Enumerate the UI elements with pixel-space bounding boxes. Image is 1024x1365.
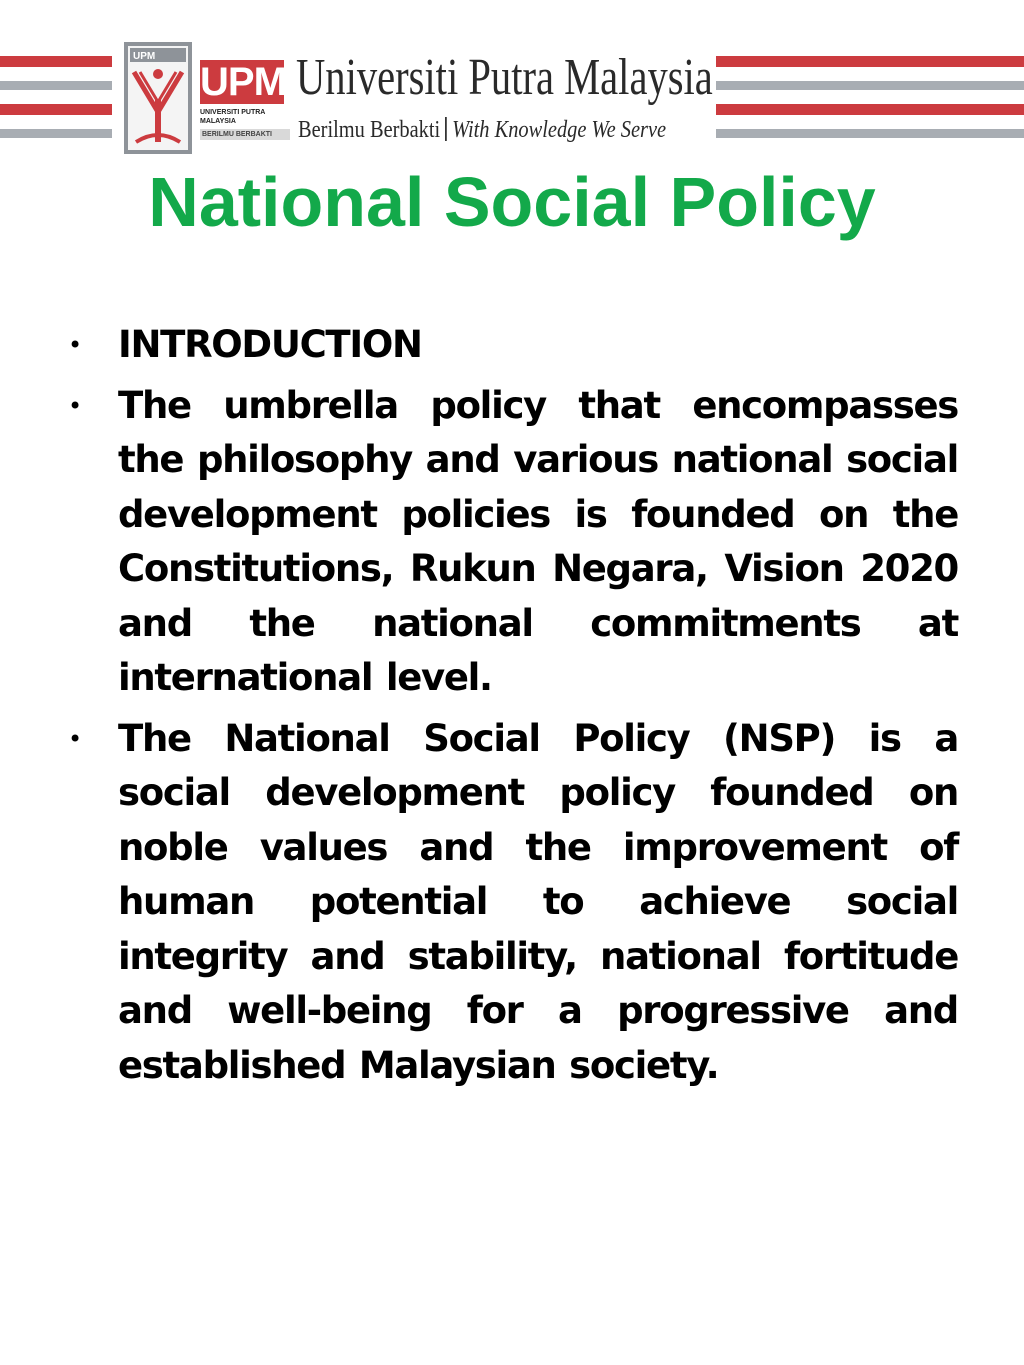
university-motto [298, 116, 666, 144]
header-stripes-right [716, 56, 1024, 148]
university-name: Universiti Putra Malaysia [296, 49, 713, 106]
bullet-item-nsp-definition [60, 712, 958, 1094]
page-title: National Social Policy [148, 163, 876, 241]
university-crest-icon [124, 42, 192, 154]
motto-separator [445, 117, 447, 141]
header-stripes-left [0, 56, 112, 148]
bullet-item-introduction [60, 318, 958, 373]
bullet-icon: • [68, 391, 83, 420]
bullet-icon: • [68, 331, 83, 359]
bullet-text: The National Social Policy (NSP) is a social development policy founded on noble values and the improvement of human potential to achieve social integrity and stability, national fortitude and well-being for a progressive and established Malaysian society. [118, 716, 958, 1087]
crest-label: UPM [133, 51, 156, 62]
motto-malay: Berilmu Berbakti [298, 117, 441, 143]
upm-logo-mark: UPM [200, 60, 286, 104]
upm-logo-caption [200, 108, 290, 140]
logo-band-text: BERILMU BERBAKTI [200, 129, 290, 140]
logo-caption-text: UNIVERSITI PUTRA MALAYSIA [200, 109, 266, 125]
bullet-icon: • [68, 724, 83, 753]
motto-english: With Knowledge We Serve [452, 117, 667, 143]
bullet-text: The umbrella policy that encompasses the philosophy and various national social development policies is founded on the Constitutions, Rukun Negara, Vision 2020 and the national commitments at international level. [118, 383, 958, 699]
bullet-item-umbrella-policy [60, 379, 958, 706]
bullet-list [60, 318, 958, 1099]
bullet-text: INTRODUCTION [118, 323, 422, 366]
